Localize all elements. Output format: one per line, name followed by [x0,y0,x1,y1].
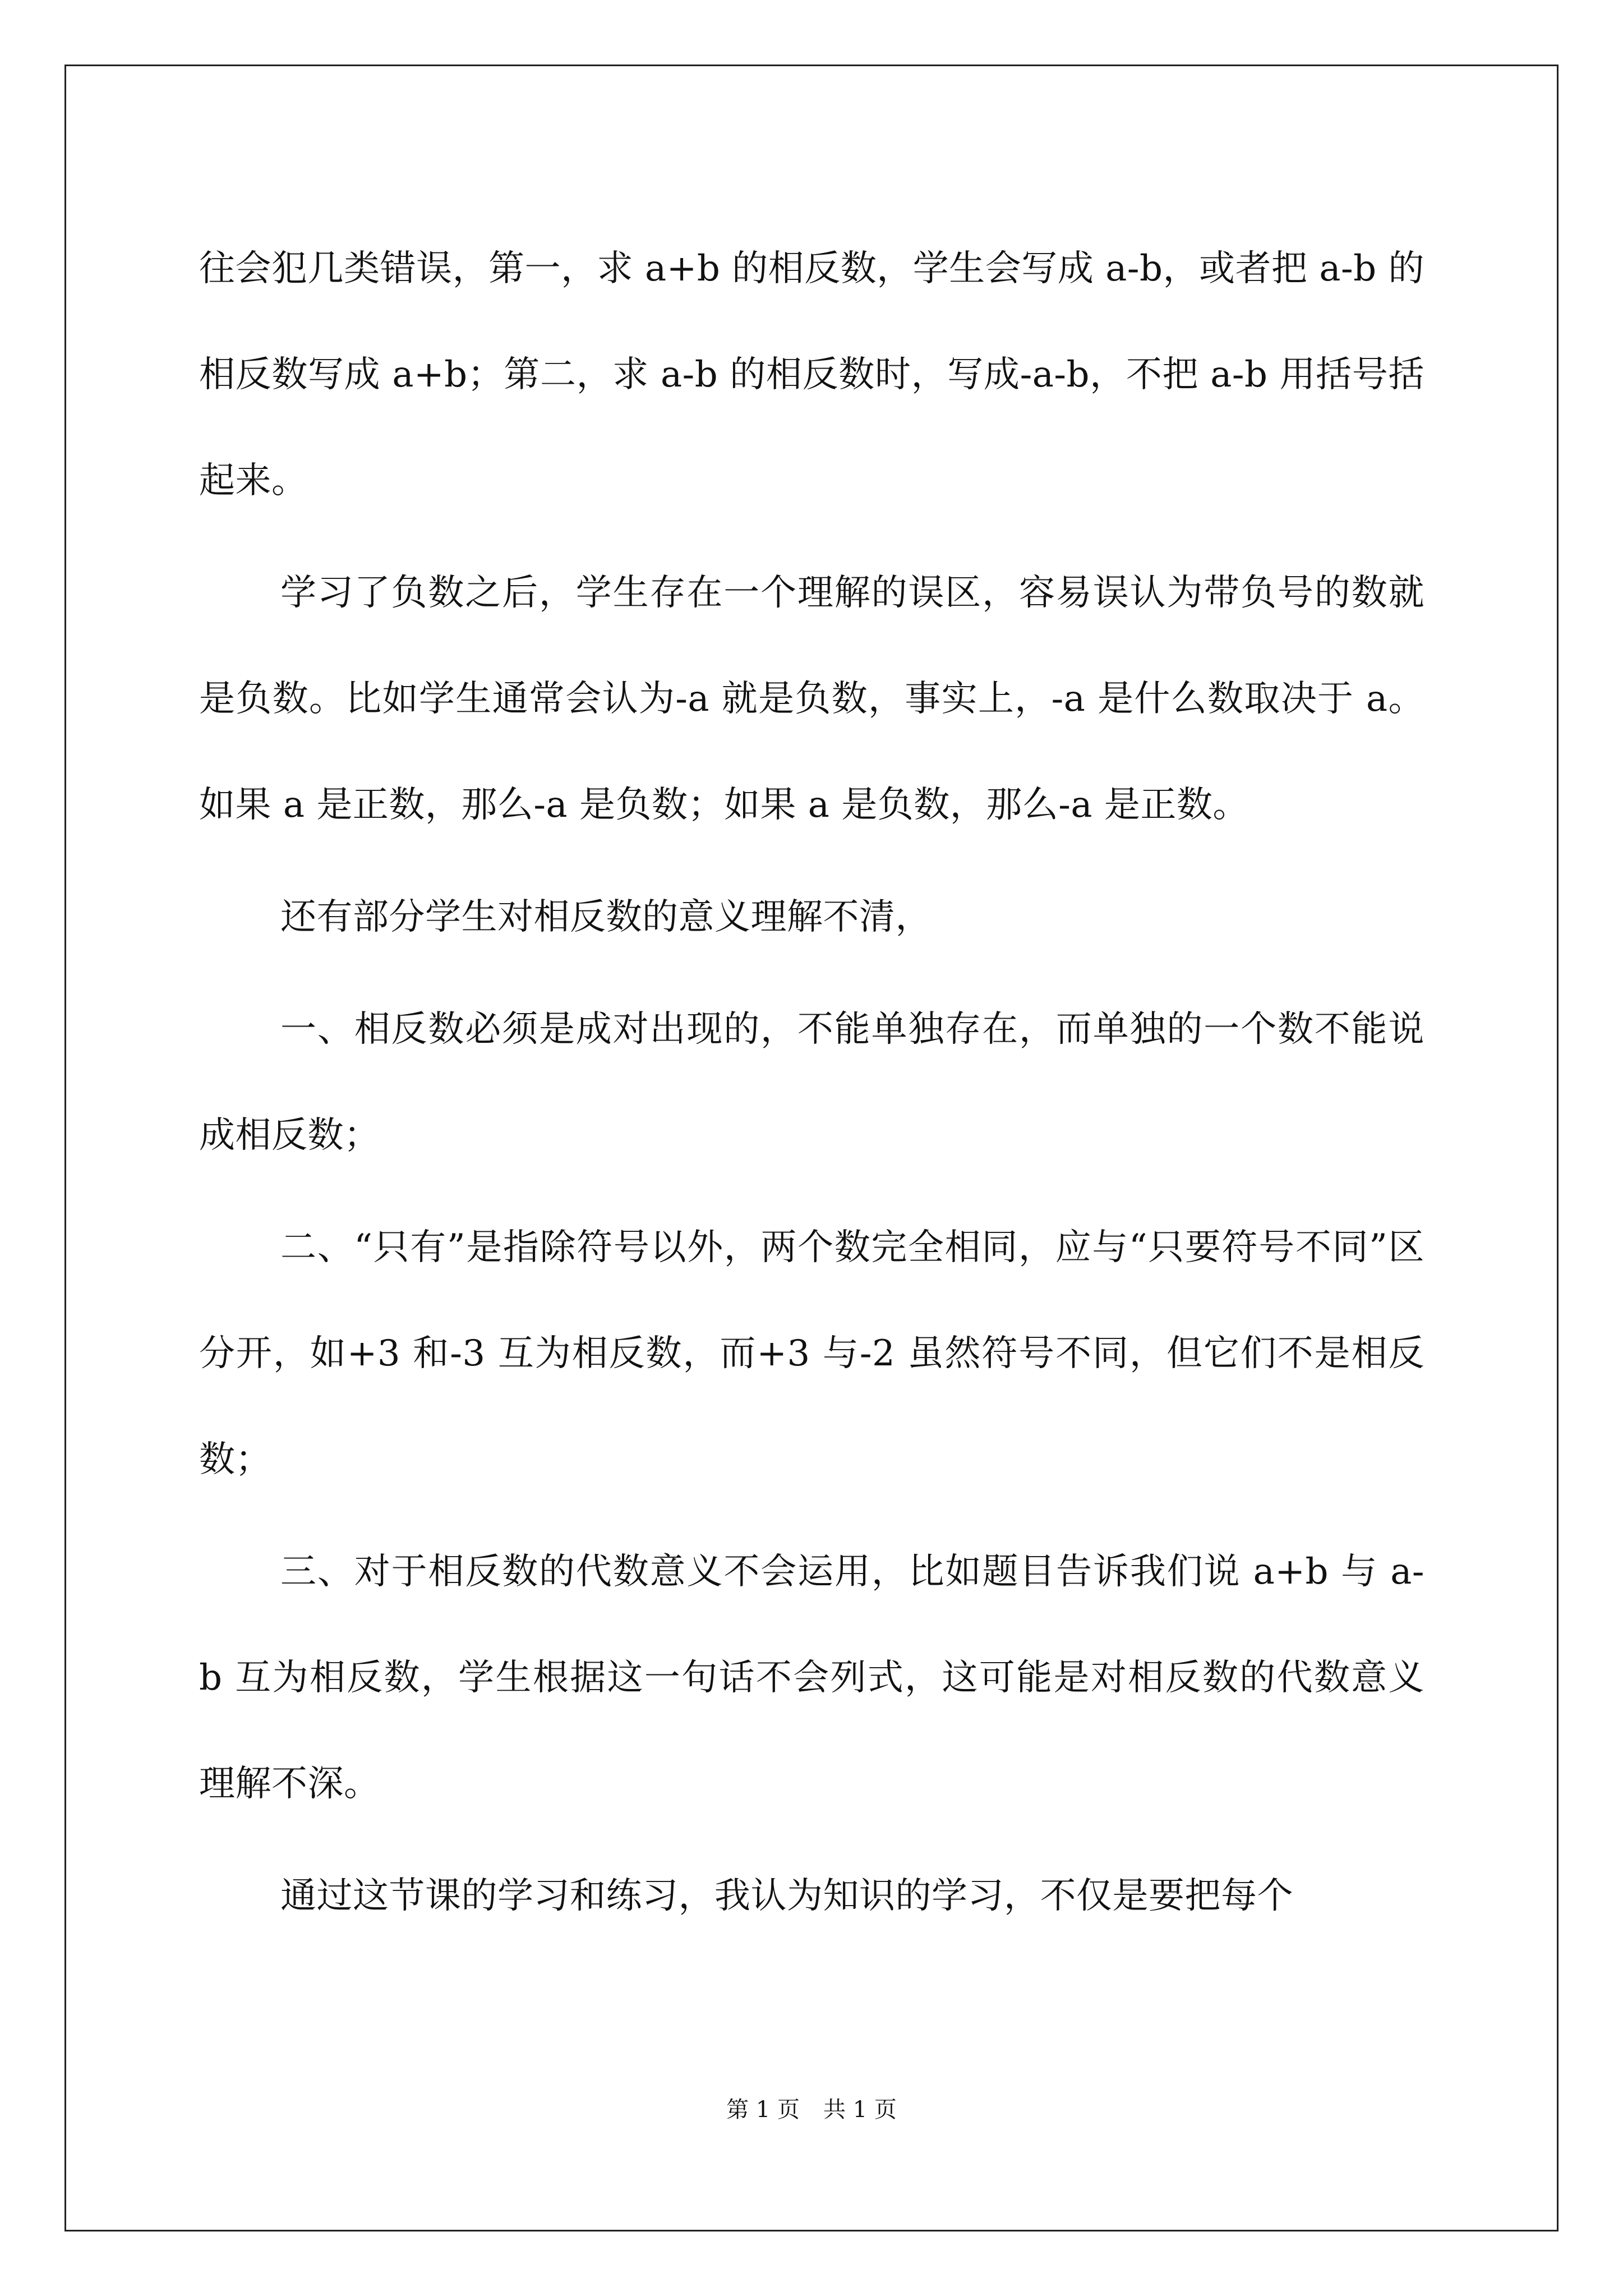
paragraph-2: 学习了负数之后，学生存在一个理解的误区，容易误认为带负号的数就是负数。比如学生通常会认为-a 就是负数，事实上，-a 是什么数取决于 a。如果 a 是正数，那么-a 是负数；如果 a 是负数，那么-a 是正数。 [199,572,1424,826]
paragraph-6: 三、对于相反数的代数意义不会运用，比如题目告诉我们说 a+b 与 a-b 互为相反数，学生根据这一句话不会列式，这可能是对相反数的代数意义理解不深。 [199,1551,1424,1805]
paragraph-1: 往会犯几类错误，第一，求 a+b 的相反数，学生会写成 a-b，或者把 a-b 的相反数写成 a+b；第二，求 a-b 的相反数时，写成-a-b，不把 a-b 用括号括起来。 [199,248,1424,501]
page-footer [0,2094,1623,2125]
paragraph-7: 通过这节课的学习和练习，我认为知识的学习，不仅是要把每个 [280,1875,1293,1917]
paragraph-3: 还有部分学生对相反数的意义理解不清， [280,896,932,938]
page-number-total: 共 1 页 [823,2097,897,2123]
document-body [199,216,1424,1949]
paragraph-5: 二、“只有”是指除符号以外，两个数完全相同，应与“只要符号不同”区分开，如+3 和-3 互为相反数，而+3 与-2 虽然符号不同，但它们不是相反数； [199,1227,1424,1480]
page-number-current: 第 1 页 [726,2097,800,2123]
paragraph-4: 一、相反数必须是成对出现的，不能单独存在，而单独的一个数不能说成相反数； [199,1009,1424,1156]
